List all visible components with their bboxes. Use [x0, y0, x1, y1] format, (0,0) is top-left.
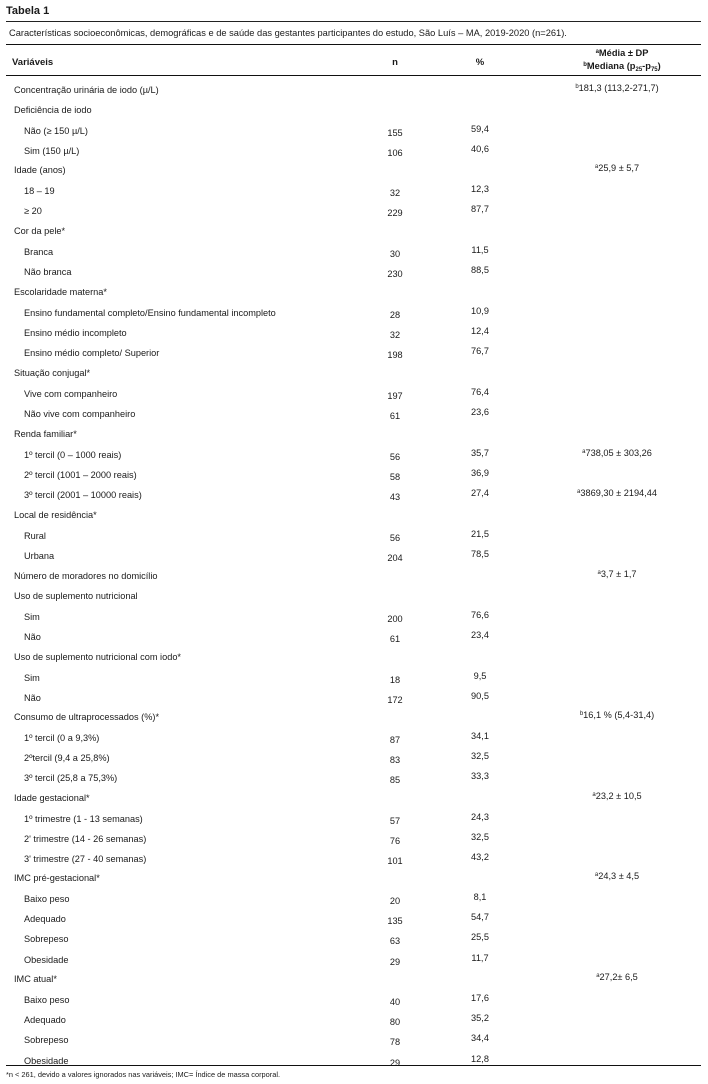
cell-n: 230: [387, 269, 403, 280]
category-label: Idade (anos): [14, 165, 66, 175]
row-label: Não: [24, 693, 41, 704]
category-label: Idade gestacional*: [14, 793, 90, 803]
row-label: 1º trimestre (1 - 13 semanas): [24, 814, 143, 824]
row-label: Ensino médio incompleto: [24, 328, 127, 339]
cell-statistic: [552, 871, 682, 881]
row-label: 2' trimestre (14 - 26 semanas): [24, 834, 147, 845]
row-label: Não (≥ 150 µ/L): [24, 126, 88, 136]
row-label: Adequado: [24, 914, 66, 925]
row-label: 2ºtercil (9,4 a 25,8%): [24, 753, 110, 764]
header-statistics: [562, 46, 682, 76]
row-label: Não: [24, 632, 41, 643]
cell-statistic: [552, 83, 682, 93]
category-label: Renda familiar*: [14, 429, 77, 439]
statistic-value: 23,2 ± 10,5: [595, 791, 642, 801]
cell-percent: 33,3: [471, 771, 489, 782]
row-label: 1º tercil (0 a 9,3%): [24, 733, 100, 743]
header-percent: %: [475, 57, 485, 68]
cell-n: 58: [389, 472, 401, 483]
cell-n: 200: [387, 614, 403, 624]
cell-n: 85: [389, 775, 401, 786]
statistic-value: 16,1 % (5,4-31,4): [583, 710, 655, 720]
statistic-mark: b: [579, 711, 584, 717]
header-variables: Variáveis: [12, 57, 54, 68]
cell-statistic: [552, 163, 682, 173]
category-label: Situação conjugal*: [14, 368, 91, 378]
cell-n: 56: [389, 533, 401, 543]
category-label: Deficiência de iodo: [14, 105, 92, 115]
row-label: Urbana: [24, 551, 55, 562]
cell-statistic: [552, 488, 682, 498]
cell-percent: 78,5: [471, 549, 489, 560]
cell-statistic: [552, 791, 682, 801]
cell-n: 61: [389, 634, 401, 645]
statistic-mark: a: [594, 164, 599, 170]
cell-n: 20: [389, 896, 401, 906]
header-top-rule: [6, 44, 701, 45]
category-label: Escolaridade materna*: [14, 287, 107, 297]
statistic-value: 738,05 ± 303,26: [585, 448, 652, 458]
cell-percent: 88,5: [471, 265, 489, 276]
cell-percent: 9,5: [473, 671, 487, 681]
cell-percent: 59,4: [471, 124, 489, 134]
cell-n: 61: [389, 411, 401, 422]
cell-percent: 90,5: [471, 691, 489, 702]
statistic-value: 27,2± 6,5: [599, 972, 638, 982]
cell-percent: 24,3: [471, 812, 489, 822]
cell-percent: 25,5: [471, 932, 489, 943]
row-label: Obesidade: [24, 1055, 69, 1066]
cell-n: 30: [389, 249, 401, 259]
cell-n: 29: [389, 1057, 401, 1068]
header-median-text: Mediana (p: [586, 61, 636, 71]
table-label: Tabela 1: [6, 5, 50, 17]
statistic-value: 3869,30 ± 2194,44: [580, 488, 657, 499]
statistic-mark: a: [594, 872, 599, 878]
cell-percent: 54,7: [471, 912, 489, 923]
cell-percent: 17,6: [471, 993, 489, 1003]
cell-n: 155: [387, 128, 403, 138]
cell-percent: 34,1: [471, 731, 489, 741]
bottom-rule: [6, 1065, 701, 1066]
statistic-value: 24,3 ± 4,5: [598, 871, 640, 881]
header-mark-b: b: [583, 62, 587, 68]
row-label: 3' trimestre (27 - 40 semanas): [24, 854, 147, 865]
cell-percent: 43,2: [471, 852, 489, 863]
statistic-value: 3,7 ± 1,7: [600, 569, 637, 579]
cell-percent: 10,9: [471, 306, 489, 316]
header-bottom-rule: [6, 75, 701, 76]
cell-n: 76: [389, 836, 401, 847]
cell-percent: 12,4: [471, 326, 489, 337]
cell-n: 78: [389, 1037, 401, 1048]
header-mean-sd: [562, 46, 682, 59]
cell-percent: 12,8: [471, 1053, 489, 1064]
row-label: Rural: [24, 531, 46, 541]
cell-n: 229: [387, 208, 403, 219]
row-label: Sim: [24, 673, 40, 683]
header-mark-a: a: [595, 49, 599, 55]
row-label: Obesidade: [24, 954, 69, 965]
row-label: Sobrepeso: [24, 934, 69, 945]
table-footnote: *n < 261, devido a valores ignorados nas variáveis; IMC= Índice de massa corporal.: [6, 1070, 281, 1079]
cell-n: 87: [389, 735, 401, 745]
cell-n: 197: [387, 391, 403, 401]
category-label: Uso de suplemento nutricional com iodo*: [14, 652, 181, 662]
category-label: IMC pré-gestacional*: [14, 873, 100, 883]
cell-statistic: [552, 448, 682, 458]
cell-percent: 8,1: [473, 892, 487, 902]
cell-percent: 21,5: [471, 529, 489, 539]
header-median-close: ): [657, 61, 661, 71]
cell-n: 63: [389, 936, 401, 947]
cell-n: 32: [389, 330, 401, 341]
statistic-value: 25,9 ± 5,7: [598, 163, 640, 173]
cell-n: 135: [387, 916, 403, 927]
cell-percent: 76,6: [471, 610, 489, 620]
row-label: Sobrepeso: [24, 1035, 69, 1046]
statistic-value: 181,3 (113,2-271,7): [578, 83, 659, 93]
cell-statistic: [552, 972, 682, 982]
header-median-dash: -p: [642, 61, 651, 71]
row-label: 3º tercil (2001 – 10000 reais): [24, 490, 142, 501]
cell-n: 29: [389, 956, 401, 967]
cell-percent: 12,3: [471, 184, 489, 194]
cell-percent: 32,5: [471, 751, 489, 762]
cell-percent: 36,9: [471, 468, 489, 479]
row-label: Baixo peso: [24, 894, 70, 904]
cell-statistic: [552, 710, 682, 720]
cell-percent: 11,5: [471, 245, 489, 255]
cell-n: 43: [389, 492, 401, 503]
cell-n: 80: [389, 1017, 401, 1028]
cell-percent: 76,7: [471, 346, 489, 357]
cell-percent: 27,4: [471, 488, 489, 499]
row-label: Ensino médio completo/ Superior: [24, 348, 160, 359]
cell-n: 32: [389, 188, 401, 198]
row-label: Vive com companheiro: [24, 389, 118, 399]
cell-percent: 11,7: [471, 952, 489, 963]
cell-percent: 23,6: [471, 407, 489, 418]
row-label: Sim (150 µ/L): [24, 146, 80, 157]
cell-percent: 35,2: [471, 1013, 489, 1024]
row-label: 18 – 19: [24, 186, 55, 196]
row-label: Ensino fundamental completo/Ensino fundamental incompleto: [24, 308, 276, 318]
table-caption: Características socioeconômicas, demográficas e de saúde das gestantes participantes do estudo, São Luís – MA, 2019-2020 (n=261).: [9, 28, 567, 38]
row-label: Adequado: [24, 1015, 66, 1026]
statistic-mark: a: [596, 973, 600, 979]
category-label: IMC atual*: [14, 974, 57, 984]
cell-percent: 40,6: [471, 144, 489, 155]
cell-percent: 76,4: [471, 387, 489, 397]
category-label: Cor da pele*: [14, 226, 66, 236]
cell-n: 56: [389, 452, 401, 462]
row-label: 2º tercil (1001 – 2000 reais): [24, 470, 137, 481]
header-median-p25: 25: [635, 67, 643, 73]
header-median-p75: 75: [650, 67, 658, 73]
header-mean-sd-text: Média ± DP: [598, 48, 649, 58]
top-rule: [6, 21, 701, 22]
row-label: 3º tercil (25,8 a 75,3%): [24, 773, 118, 784]
statistic-mark: a: [582, 449, 586, 455]
cell-statistic: [552, 569, 682, 579]
category-label: Uso de suplemento nutricional: [14, 591, 138, 601]
category-label: Consumo de ultraprocessados (%)*: [14, 712, 160, 722]
cell-percent: 35,7: [471, 448, 489, 458]
row-label: Não branca: [24, 267, 72, 278]
cell-percent: 23,4: [471, 630, 489, 641]
row-label: Não vive com companheiro: [24, 409, 136, 420]
row-label: Baixo peso: [24, 995, 70, 1005]
cell-n: 172: [387, 695, 403, 706]
cell-n: 204: [387, 553, 403, 564]
cell-n: 101: [387, 856, 403, 867]
category-label: Local de residência*: [14, 510, 97, 520]
row-label: ≥ 20: [24, 206, 42, 217]
cell-percent: 32,5: [471, 832, 489, 843]
row-label: Branca: [24, 247, 54, 257]
category-label: Número de moradores no domicílio: [14, 571, 158, 581]
cell-percent: 87,7: [471, 204, 489, 215]
row-label: 1º tercil (0 – 1000 reais): [24, 450, 122, 460]
header-n: n: [392, 57, 398, 68]
statistic-mark: a: [597, 570, 601, 576]
cell-n: 83: [389, 755, 401, 766]
cell-n: 28: [389, 310, 401, 320]
cell-n: 198: [387, 350, 403, 361]
cell-n: 40: [389, 997, 401, 1007]
statistic-mark: b: [575, 84, 579, 90]
cell-n: 57: [389, 816, 401, 826]
category-label: Concentração urinária de iodo (µ/L): [14, 85, 159, 95]
cell-percent: 34,4: [471, 1033, 489, 1044]
row-label: Sim: [24, 612, 40, 622]
cell-n: 106: [387, 148, 403, 159]
statistic-mark: a: [592, 792, 596, 798]
cell-n: 18: [389, 675, 401, 685]
statistic-mark: a: [577, 489, 581, 496]
header-median: [562, 59, 682, 76]
